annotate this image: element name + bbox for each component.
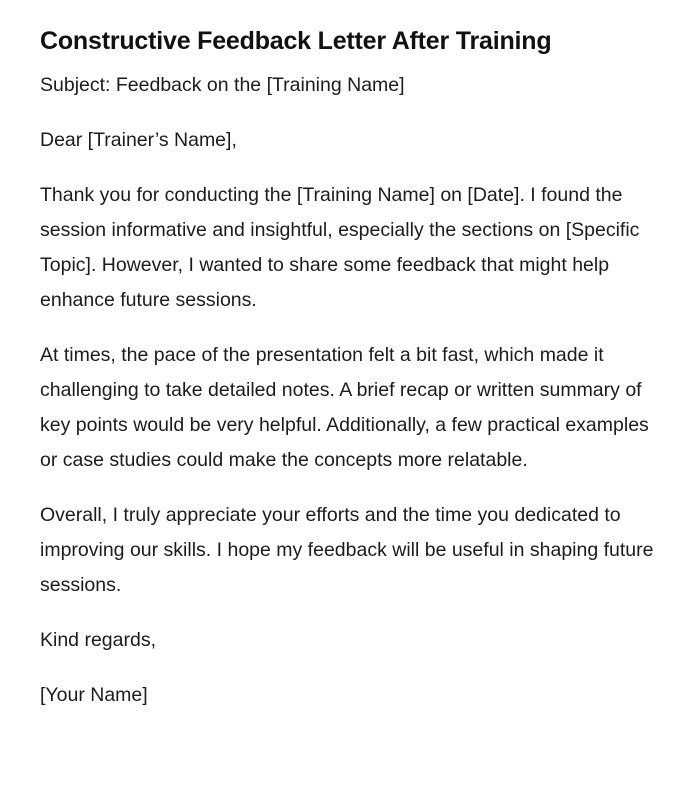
letter-paragraph-2: At times, the pace of the presentation felt a bit fast, which made it challenging to take detailed notes. A brief recap or written summary of key points would be very helpful. Additionally, a few practical examples or case studies could make the concepts more relatable. (40, 344, 649, 471)
letter-signature: [Your Name] (40, 684, 148, 706)
letter-paragraph-3: Overall, I truly appreciate your efforts and the time you dedicated to improving our skills. I hope my feedback will be useful in shaping future sessions. (40, 504, 654, 596)
letter-subject: Subject: Feedback on the [Training Name] (40, 74, 405, 96)
letter-salutation: Dear [Trainer’s Name], (40, 129, 237, 151)
letter-paragraph-1: Thank you for conducting the [Training Name] on [Date]. I found the session informative and insightful, especially the sections on [Specific Topic]. However, I wanted to share some feedback that might help enhance future sessions. (40, 184, 640, 311)
letter-title: Constructive Feedback Letter After Training (40, 27, 552, 55)
letter-closing: Kind regards, (40, 629, 156, 651)
